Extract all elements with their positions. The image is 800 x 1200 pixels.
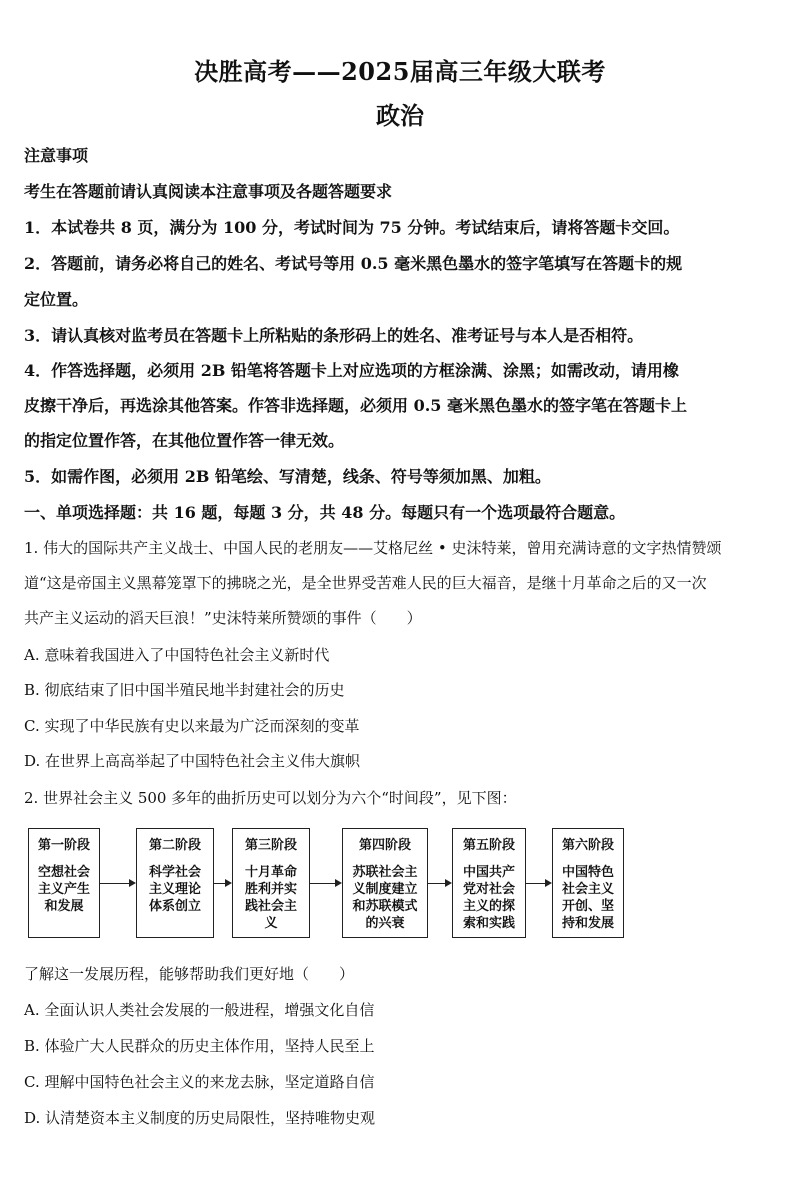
notice-item-3: 3．请认真核对监考员在答题卡上所粘贴的条形码上的姓名、准考证号与本人是否相符。 [24, 326, 644, 345]
notice-item-2: 2．答题前，请务必将自己的姓名、考试号等用 0.5 毫米黑色墨水的签字笔填写在答题卡的规 [24, 254, 683, 273]
stage-5-head: 第五阶段 [462, 838, 515, 853]
exam-title: 决胜高考——2025届高三年级大联考 [194, 57, 606, 86]
stage-4-head: 第四阶段 [358, 838, 411, 853]
stage-3-head: 第三阶段 [244, 838, 297, 853]
q2-option-c: C. 理解中国特色社会主义的来龙去脉，坚定道路自信 [24, 1073, 375, 1091]
q1-option-b: B. 彻底结束了旧中国半殖民地半封建社会的历史 [24, 681, 345, 699]
notice-item-2-cont: 定位置。 [24, 290, 89, 309]
notice-item-1: 1．本试卷共 8 页，满分为 100 分，考试时间为 75 分钟。考试结束后，请将答题卡交回。 [24, 218, 680, 237]
stage-3-body: 十月革命胜利并实践社会主义 [244, 865, 297, 931]
stage-1-body: 空想社会主义产生和发展 [37, 865, 90, 914]
stage-6-body: 中国特色社会主义开创、坚持和发展 [561, 865, 614, 931]
stage-6 [552, 828, 624, 938]
stage-4-body: 苏联社会主义制度建立和苏联模式的兴衰 [352, 865, 418, 931]
stage-flow-diagram [24, 828, 784, 940]
notice-item-5: 5．如需作图，必须用 2B 铅笔绘、写清楚，线条、符号等须加黑、加粗。 [24, 467, 551, 486]
stage-2 [136, 828, 214, 938]
arrow-4-icon [428, 883, 450, 884]
notice-item-4-cont: 皮擦干净后，再选涂其他答案。作答非选择题，必须用 0.5 毫米黑色墨水的签字笔在答题卡上 [24, 396, 687, 415]
arrow-1-icon [100, 883, 134, 884]
arrow-3-icon [310, 883, 340, 884]
q2-option-a: A. 全面认识人类社会发展的一般进程，增强文化自信 [24, 1001, 375, 1019]
section-heading: 一、单项选择题：共 16 题，每题 3 分，共 48 分。每题只有一个选项最符合题意。 [24, 503, 626, 522]
q1-stem-line-2: 道“这是帝国主义黑幕笼罩下的拂晓之光，是全世界受苦难人民的巨大福音，是继十月革命之后的又一次 [24, 574, 707, 592]
stage-5 [452, 828, 526, 938]
stage-1 [28, 828, 100, 938]
stage-2-body: 科学社会主义理论体系创立 [148, 865, 201, 914]
notice-item-4-cont2: 的指定位置作答，在其他位置作答一律无效。 [24, 431, 345, 450]
q2-follow: 了解这一发展历程，能够帮助我们更好地（ ） [24, 965, 355, 983]
stage-4 [342, 828, 428, 938]
stage-6-head: 第六阶段 [561, 838, 614, 853]
q2-option-b: B. 体验广大人民群众的历史主体作用，坚持人民至上 [24, 1037, 375, 1055]
q1-option-c: C. 实现了中华民族有史以来最为广泛而深刻的变革 [24, 717, 360, 735]
q2-option-d: D. 认清楚资本主义制度的历史局限性，坚持唯物史观 [24, 1109, 376, 1127]
notice-heading: 注意事项 [24, 146, 89, 165]
notice-item-4: 4．作答选择题，必须用 2B 铅笔将答题卡上对应选项的方框涂满、涂黑；如需改动，请用橡 [24, 361, 679, 380]
q1-option-d: D. 在世界上高高举起了中国特色社会主义伟大旗帜 [24, 752, 361, 770]
subject-title: 政治 [376, 101, 424, 130]
arrow-5-icon [526, 883, 550, 884]
stage-1-head: 第一阶段 [37, 838, 90, 853]
stage-2-head: 第二阶段 [148, 838, 201, 853]
q1-option-a: A. 意味着我国进入了中国特色社会主义新时代 [24, 646, 330, 664]
stage-3 [232, 828, 310, 938]
q2-stem: 2. 世界社会主义 500 多年的曲折历史可以划分为六个“时间段”，见下图： [24, 789, 517, 807]
q1-stem-line-3: 共产主义运动的滔天巨浪！”史沫特莱所赞颂的事件（ ） [24, 609, 422, 627]
notice-intro: 考生在答题前请认真阅读本注意事项及各题答题要求 [24, 182, 393, 201]
q1-stem-line-1: 1. 伟大的国际共产主义战士、中国人民的老朋友——艾格尼丝 • 史沫特莱，曾用充满诗意的文字热情赞颂 [24, 539, 722, 557]
arrow-2-icon [214, 883, 230, 884]
stage-5-body: 中国共产党对社会主义的探索和实践 [462, 865, 515, 931]
